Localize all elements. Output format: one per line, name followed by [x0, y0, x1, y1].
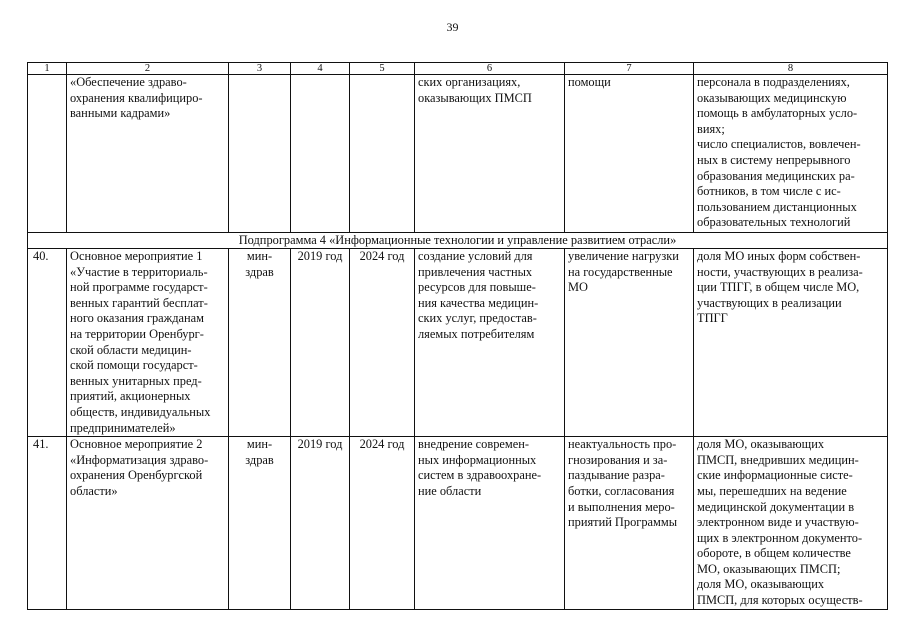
column-header-2: 2: [67, 63, 229, 75]
table-row: [28, 249, 888, 437]
cell-executor: мин- здрав: [229, 249, 291, 437]
cell-executor: мин- здрав: [229, 437, 291, 610]
table-row: [28, 437, 888, 610]
column-header-5: 5: [350, 63, 415, 75]
cell-start-year: 2019 год: [291, 249, 350, 437]
column-header-1: 1: [28, 63, 67, 75]
column-header-8: 8: [694, 63, 888, 75]
cell-activity-name: Основное мероприятие 2 «Информатизация здраво- охранения Оренбургской области»: [67, 437, 229, 610]
column-header-6: 6: [415, 63, 565, 75]
cell-end-year: [350, 75, 415, 233]
column-header-3: 3: [229, 63, 291, 75]
page-number: 39: [446, 20, 459, 34]
cell-expected-result: внедрение современ- ных информационных систем в здравоохране- ние области: [415, 437, 565, 610]
cell-expected-result: ских организациях, оказывающих ПМСП: [415, 75, 565, 233]
cell-end-year: 2024 год: [350, 249, 415, 437]
cell-indicators: доля МО иных форм собствен- ности, участвующих в реализа- ции ТПГГ, в общем числе МО, участвующих в реализации ТПГГ: [694, 249, 888, 437]
cell-activity-name: Основное мероприятие 1 «Участие в территориаль- ной программе государст- венных гарантий бесплат- ного оказания гражданам на территории Оренбург- ской области медицин- ской помощи государст- венных унитарных пред- приятий, акционерных обществ, индивидуальных предпринимателей»: [67, 249, 229, 437]
cell-end-year: 2024 год: [350, 437, 415, 610]
column-number-row: [28, 63, 888, 75]
column-header-7: 7: [565, 63, 694, 75]
cell-start-year: [291, 75, 350, 233]
cell-expected-result: создание условий для привлечения частных ресурсов для повыше- ния качества медицин- ских услуг, предостав- ляемых потребителям: [415, 249, 565, 437]
cell-consequences: неактуальность про- гнозирования и за- паздывание разра- ботки, согласования и выполнения меро- приятий Программы: [565, 437, 694, 610]
cell-indicators: доля МО, оказывающих ПМСП, внедривших медицин- ские информационные систе- мы, перешедших на ведение медицинской документации в электронном виде и участвую- щих в электронном документо- обороте, в общем количестве МО, оказывающих ПМСП; доля МО, оказывающих ПМСП, для которых осуществ-: [694, 437, 888, 610]
subprogram-title: Подпрограмма 4 «Информационные технологии и управление развитием отрасли»: [28, 233, 888, 249]
column-header-4: 4: [291, 63, 350, 75]
table-row-continuation: [28, 75, 888, 233]
subprogram-row: [28, 233, 888, 249]
cell-consequences: помощи: [565, 75, 694, 233]
cell-number: [28, 75, 67, 233]
cell-consequences: увеличение нагрузки на государственные МО: [565, 249, 694, 437]
cell-number: 40.: [28, 249, 67, 437]
program-activities-table: [27, 62, 888, 610]
cell-start-year: 2019 год: [291, 437, 350, 610]
cell-indicators: персонала в подразделениях, оказывающих медицинскую помощь в амбулаторных усло- виях; число специалистов, вовлечен- ных в систему непрерывного образования медицинских ра- ботников, в том числе с ис- пользованием дистанционных образовательных технологий: [694, 75, 888, 233]
cell-executor: [229, 75, 291, 233]
cell-activity-name: «Обеспечение здраво- охранения квалифициро- ванными кадрами»: [67, 75, 229, 233]
cell-number: 41.: [28, 437, 67, 610]
